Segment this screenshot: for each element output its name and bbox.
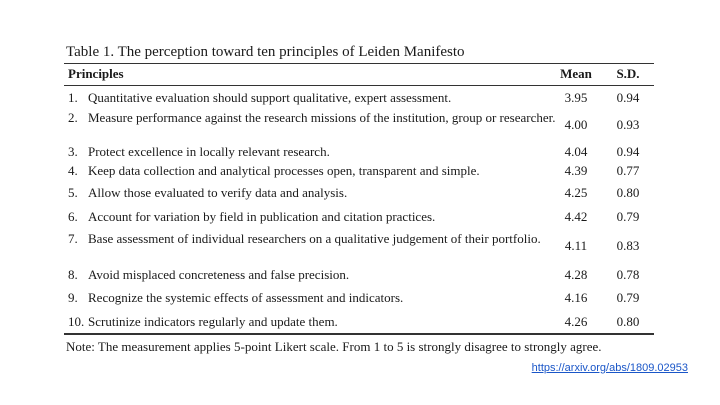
table-caption: Table 1. The perception toward ten principles of Leiden Manifesto (66, 44, 465, 60)
source-link[interactable]: https://arxiv.org/abs/1809.02953 (531, 362, 688, 374)
row-number: 7. (68, 231, 78, 246)
row-mean: 4.16 (564, 290, 588, 305)
row-mean: 4.00 (564, 117, 588, 132)
row-number: 10. (68, 314, 85, 329)
header-principles: Principles (68, 66, 124, 81)
row-principle: Protect excellence in locally relevant research. (88, 144, 330, 159)
row-principle: Base assessment of individual researchers on a qualitative judgement of their portfolio. (88, 231, 541, 246)
table-top-rule (64, 63, 654, 64)
row-principle: Scrutinize indicators regularly and update them. (88, 314, 338, 329)
row-number: 1. (68, 90, 78, 105)
row-number: 6. (68, 209, 78, 224)
row-number: 9. (68, 290, 78, 305)
row-sd: 0.79 (616, 290, 640, 305)
row-principle: Allow those evaluated to verify data and analysis. (88, 185, 348, 200)
row-mean: 4.11 (564, 238, 588, 253)
row-principle: Recognize the systemic effects of assessment and indicators. (88, 290, 404, 305)
row-principle: Avoid misplaced concreteness and false precision. (88, 267, 350, 282)
header-mean: Mean (560, 66, 592, 81)
row-sd: 0.80 (616, 314, 640, 329)
row-sd: 0.93 (616, 117, 640, 132)
row-mean: 4.04 (564, 144, 588, 159)
row-mean: 4.42 (564, 209, 588, 224)
row-principle: Account for variation by field in publication and citation practices. (88, 209, 436, 224)
row-sd: 0.94 (616, 144, 640, 159)
row-principle: Keep data collection and analytical processes open, transparent and simple. (88, 163, 480, 178)
row-number: 5. (68, 185, 78, 200)
row-sd: 0.77 (616, 163, 640, 178)
row-sd: 0.78 (616, 267, 640, 282)
header-sd: S.D. (616, 66, 640, 81)
row-number: 8. (68, 267, 78, 282)
row-sd: 0.79 (616, 209, 640, 224)
table-header-rule (64, 85, 654, 86)
row-sd: 0.94 (616, 90, 640, 105)
table-note: Note: The measurement applies 5-point Likert scale. From 1 to 5 is strongly disagree to strongly agree. (66, 339, 602, 354)
row-mean: 4.25 (564, 185, 588, 200)
row-number: 2. (68, 110, 78, 125)
row-principle: Measure performance against the research missions of the institution, group or researcher. (88, 110, 556, 125)
row-mean: 3.95 (564, 90, 588, 105)
row-sd: 0.80 (616, 185, 640, 200)
row-number: 4. (68, 163, 78, 178)
row-principle: Quantitative evaluation should support qualitative, expert assessment. (88, 90, 452, 105)
row-mean: 4.26 (564, 314, 588, 329)
row-number: 3. (68, 144, 78, 159)
row-mean: 4.39 (564, 163, 588, 178)
row-sd: 0.83 (616, 238, 640, 253)
table-bottom-rule (64, 333, 654, 335)
row-mean: 4.28 (564, 267, 588, 282)
